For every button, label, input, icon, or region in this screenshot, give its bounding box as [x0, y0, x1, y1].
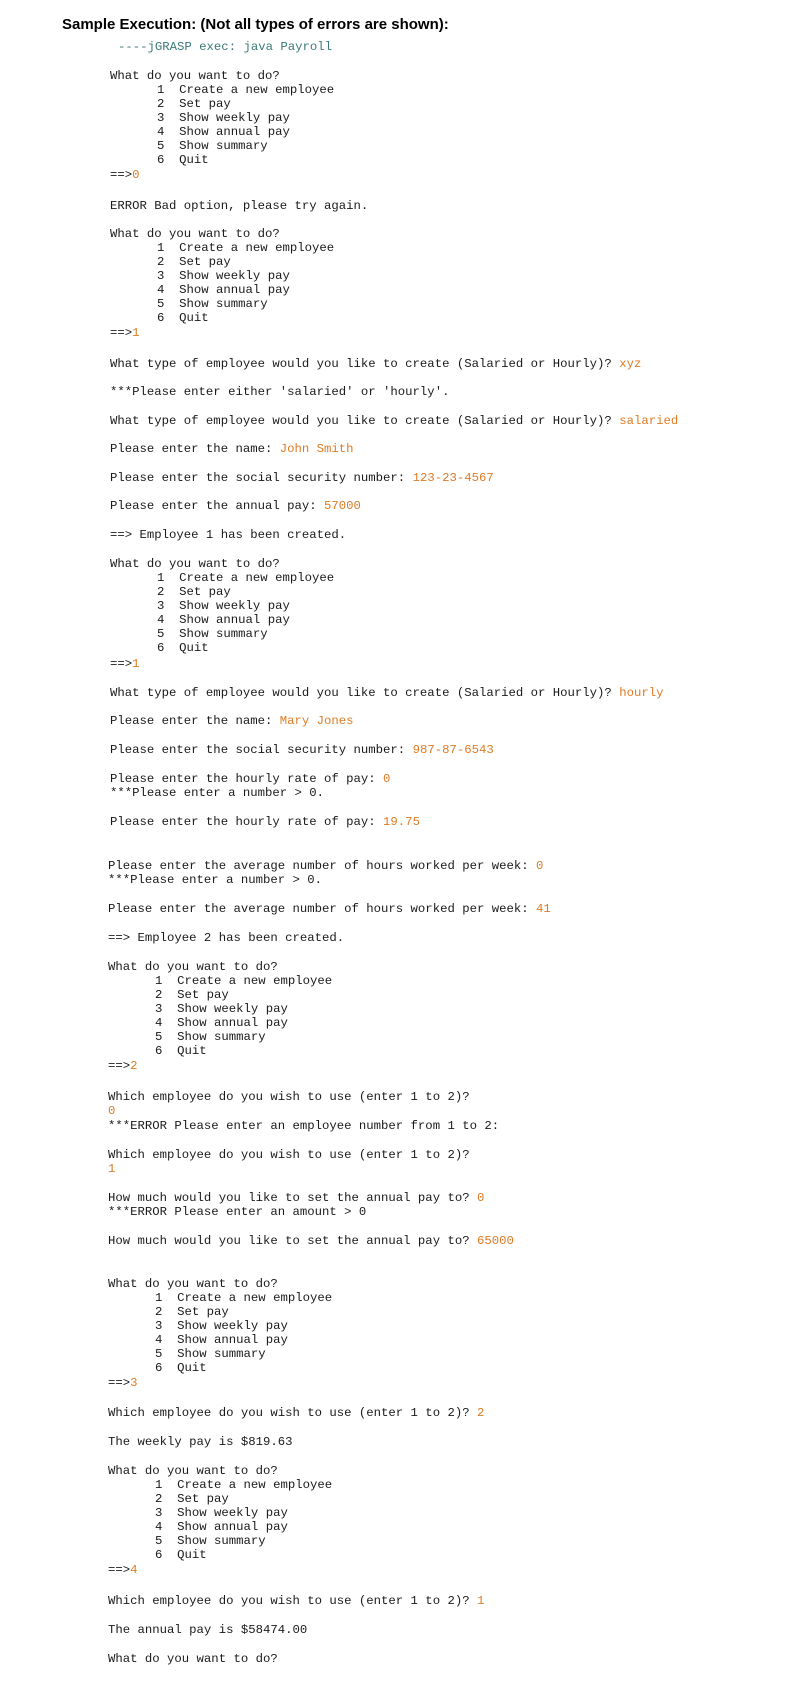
console-line	[108, 1162, 115, 1176]
console-user-input: 41	[536, 902, 551, 916]
console-line	[155, 1333, 288, 1347]
console-user-input: 4	[130, 1563, 138, 1577]
console-output-text: ==>	[110, 657, 133, 671]
console-line	[157, 627, 268, 641]
console-line	[155, 1347, 266, 1361]
console-output-text: What do you want to do?	[110, 227, 280, 241]
console-output-text: Which employee do you wish to use (enter 1 to 2)?	[108, 1090, 470, 1104]
console-user-input: 1	[476, 1594, 485, 1608]
console-output-text: 6 Quit	[157, 311, 209, 325]
console-output-text: 4 Show annual pay	[157, 125, 290, 139]
console-output-text: Please enter the hourly rate of pay:	[110, 772, 384, 786]
console-output-text: 6 Quit	[157, 153, 209, 167]
console-user-input: 0	[132, 168, 140, 182]
console-line	[108, 873, 322, 887]
console-user-input: 0	[108, 1104, 116, 1118]
console-line	[110, 772, 390, 786]
console-line	[155, 1319, 288, 1333]
console-output-text: 5 Show summary	[155, 1534, 266, 1548]
console-line	[157, 571, 334, 585]
console-line	[108, 1090, 470, 1104]
console-line	[110, 414, 678, 428]
console-output-text: Please enter the average number of hours worked per week:	[108, 902, 537, 916]
console-line	[110, 227, 280, 241]
console-output-text: 1 Create a new employee	[157, 83, 335, 97]
console-user-input: 1	[132, 657, 140, 671]
console-user-input: John Smith	[279, 442, 354, 456]
console-output-text: 4 Show annual pay	[157, 283, 290, 297]
console-line	[157, 585, 231, 599]
console-output-text: 5 Show summary	[157, 297, 268, 311]
console-user-input: Mary Jones	[279, 714, 354, 728]
console-user-input: 1	[108, 1162, 116, 1176]
console-output-text: ==> Employee 2 has been created.	[108, 931, 345, 945]
console-output-text: 3 Show weekly pay	[155, 1506, 288, 1520]
console-line	[108, 1148, 470, 1162]
console-user-input: 2	[476, 1406, 485, 1420]
console-line	[157, 153, 209, 167]
console-line	[110, 686, 663, 700]
console-line	[157, 269, 290, 283]
console-line	[155, 1002, 288, 1016]
console-output-text: 4 Show annual pay	[155, 1333, 288, 1347]
console-user-input: xyz	[619, 357, 642, 371]
console-output-text: What do you want to do?	[110, 557, 280, 571]
console-line	[157, 311, 209, 325]
console-output-text: 4 Show annual pay	[157, 613, 290, 627]
console-user-input: salaried	[619, 414, 679, 428]
console-output-text: 2 Set pay	[157, 585, 231, 599]
console-line	[108, 1119, 499, 1133]
console-line	[110, 471, 494, 485]
console-output-text: Please enter the annual pay:	[110, 499, 325, 513]
console-line	[108, 1406, 484, 1420]
console-output-text: 3 Show weekly pay	[157, 111, 290, 125]
console-line	[157, 255, 231, 269]
console-line	[110, 199, 368, 213]
console-line	[108, 1464, 278, 1478]
console-output-text: What do you want to do?	[108, 1277, 278, 1291]
console-line	[110, 714, 354, 728]
console-output-text: What type of employee would you like to create (Salaried or Hourly)?	[110, 414, 620, 428]
console-line	[108, 1435, 292, 1449]
console-output-text: 4 Show annual pay	[155, 1520, 288, 1534]
console-output-text: 6 Quit	[155, 1044, 207, 1058]
console-output-text: ***Please enter a number > 0.	[108, 873, 323, 887]
console-line	[157, 97, 231, 111]
console-line	[108, 1104, 115, 1118]
console-output-text: ==>	[110, 168, 133, 182]
console-line	[110, 499, 361, 513]
console-line	[155, 1492, 229, 1506]
console-output-text: The annual pay is $58474.00	[108, 1623, 308, 1637]
console-line	[157, 641, 209, 655]
console-output-text: What type of employee would you like to create (Salaried or Hourly)?	[110, 686, 620, 700]
console-output-text: 2 Set pay	[155, 1492, 229, 1506]
console-user-input: 3	[130, 1376, 138, 1390]
console-output-text: 2 Set pay	[155, 988, 229, 1002]
console-line	[110, 786, 324, 800]
console-line	[155, 974, 332, 988]
console-user-input: 2	[130, 1059, 138, 1073]
console-output-text: ***Please enter a number > 0.	[110, 786, 325, 800]
console-line	[118, 40, 332, 54]
console-line	[110, 557, 280, 571]
console-output-text: ERROR Bad option, please try again.	[110, 199, 369, 213]
console-output-text: 2 Set pay	[157, 255, 231, 269]
console-line	[157, 241, 334, 255]
console-output-text: Which employee do you wish to use (enter 1 to 2)?	[108, 1594, 477, 1608]
console-line	[108, 859, 543, 873]
console-output-text: 1 Create a new employee	[155, 1478, 333, 1492]
console-output-text: 3 Show weekly pay	[155, 1002, 288, 1016]
console-line	[157, 83, 334, 97]
console-output-text: 1 Create a new employee	[155, 1291, 333, 1305]
console-user-input: 57000	[324, 499, 361, 513]
console-line	[110, 657, 140, 671]
console-line	[110, 69, 280, 83]
console-line	[108, 931, 344, 945]
console-output-text: 6 Quit	[155, 1548, 207, 1562]
console-line	[155, 1291, 332, 1305]
console-line	[157, 125, 290, 139]
console-user-input: hourly	[619, 686, 664, 700]
console-user-input: 987-87-6543	[412, 743, 494, 757]
console-line	[110, 815, 420, 829]
console-user-input: 1	[132, 326, 140, 340]
console-line	[157, 613, 290, 627]
console-line	[155, 1478, 332, 1492]
console-output-text: Please enter the hourly rate of pay:	[110, 815, 384, 829]
console-output-text: What type of employee would you like to create (Salaried or Hourly)?	[110, 357, 620, 371]
console-output-text: ----jGRASP exec: java Payroll	[118, 40, 333, 54]
console-output-text: 3 Show weekly pay	[157, 599, 290, 613]
console-output-text: ==>	[108, 1059, 131, 1073]
console-line	[108, 1205, 366, 1219]
console-line	[155, 1520, 288, 1534]
console-output-text: Please enter the name:	[110, 714, 280, 728]
console-line	[108, 1277, 278, 1291]
console-line	[108, 1563, 138, 1577]
console-output-text: ***Please enter either 'salaried' or 'hourly'.	[110, 385, 450, 399]
console-output-text: 1 Create a new employee	[157, 241, 335, 255]
console-output-text: The weekly pay is $819.63	[108, 1435, 293, 1449]
console-output-text: ==> Employee 1 has been created.	[110, 528, 347, 542]
console-line	[155, 1548, 207, 1562]
console-line	[157, 111, 290, 125]
console-output-text: 5 Show summary	[155, 1030, 266, 1044]
console-output-text: How much would you like to set the annual pay to?	[108, 1234, 477, 1248]
console-line	[108, 1191, 484, 1205]
console-line	[110, 528, 346, 542]
console-line	[155, 1016, 288, 1030]
console-output-text: Which employee do you wish to use (enter 1 to 2)?	[108, 1148, 470, 1162]
console-line	[157, 297, 268, 311]
console-user-input: 19.75	[383, 815, 420, 829]
console-output-text: What do you want to do?	[108, 1652, 278, 1666]
console-line	[108, 1059, 138, 1073]
console-user-input: 0	[383, 772, 391, 786]
console-line	[110, 357, 641, 371]
console-line	[155, 1030, 266, 1044]
console-output-text: 2 Set pay	[155, 1305, 229, 1319]
console-line	[155, 988, 229, 1002]
console-line	[157, 599, 290, 613]
console-line	[155, 1044, 207, 1058]
console-line	[155, 1305, 229, 1319]
console-user-input: 0	[536, 859, 544, 873]
console-output-text: ***ERROR Please enter an employee number from 1 to 2:	[108, 1119, 500, 1133]
console-output-text: Which employee do you wish to use (enter 1 to 2)?	[108, 1406, 477, 1420]
console-output-text: 2 Set pay	[157, 97, 231, 111]
console-output-text: 6 Quit	[155, 1361, 207, 1375]
page-heading: Sample Execution: (Not all types of errors are shown):	[62, 16, 449, 33]
console-line	[157, 139, 268, 153]
console-line	[157, 283, 290, 297]
console-output-text: 3 Show weekly pay	[155, 1319, 288, 1333]
console-output-text: What do you want to do?	[108, 960, 278, 974]
console-output-text: Please enter the average number of hours worked per week:	[108, 859, 537, 873]
console-user-input: 65000	[476, 1234, 514, 1248]
console-line	[110, 442, 354, 456]
console-line	[108, 1652, 278, 1666]
console-output-text: 1 Create a new employee	[155, 974, 333, 988]
console-output-text: Please enter the name:	[110, 442, 280, 456]
console-output-text: Please enter the social security number:	[110, 743, 413, 757]
console-line	[110, 743, 494, 757]
console-line	[108, 960, 278, 974]
console-line	[155, 1506, 288, 1520]
console-line	[110, 326, 140, 340]
console-line	[110, 168, 140, 182]
console-output-text: 4 Show annual pay	[155, 1016, 288, 1030]
console-output-text: 5 Show summary	[157, 139, 268, 153]
console-line	[155, 1534, 266, 1548]
console-output-text: What do you want to do?	[108, 1464, 278, 1478]
console-user-input: 123-23-4567	[412, 471, 494, 485]
console-user-input: 0	[476, 1191, 485, 1205]
console-output-text: ==>	[108, 1376, 131, 1390]
console-line	[108, 1376, 138, 1390]
console-output-text: 5 Show summary	[155, 1347, 266, 1361]
console-output-text: 1 Create a new employee	[157, 571, 335, 585]
console-line	[108, 902, 551, 916]
console-output-text: 6 Quit	[157, 641, 209, 655]
console-output-text: 3 Show weekly pay	[157, 269, 290, 283]
console-output-text: Please enter the social security number:	[110, 471, 413, 485]
console-line	[108, 1234, 514, 1248]
console-output-text: What do you want to do?	[110, 69, 280, 83]
console-output-text: ==>	[108, 1563, 131, 1577]
console-output-text: ***ERROR Please enter an amount > 0	[108, 1205, 367, 1219]
console-line	[108, 1594, 484, 1608]
console-line	[110, 385, 449, 399]
console-line	[108, 1623, 307, 1637]
console-output-text: ==>	[110, 326, 133, 340]
console-output-text: 5 Show summary	[157, 627, 268, 641]
console-line	[155, 1361, 207, 1375]
console-output-text: How much would you like to set the annual pay to?	[108, 1191, 477, 1205]
